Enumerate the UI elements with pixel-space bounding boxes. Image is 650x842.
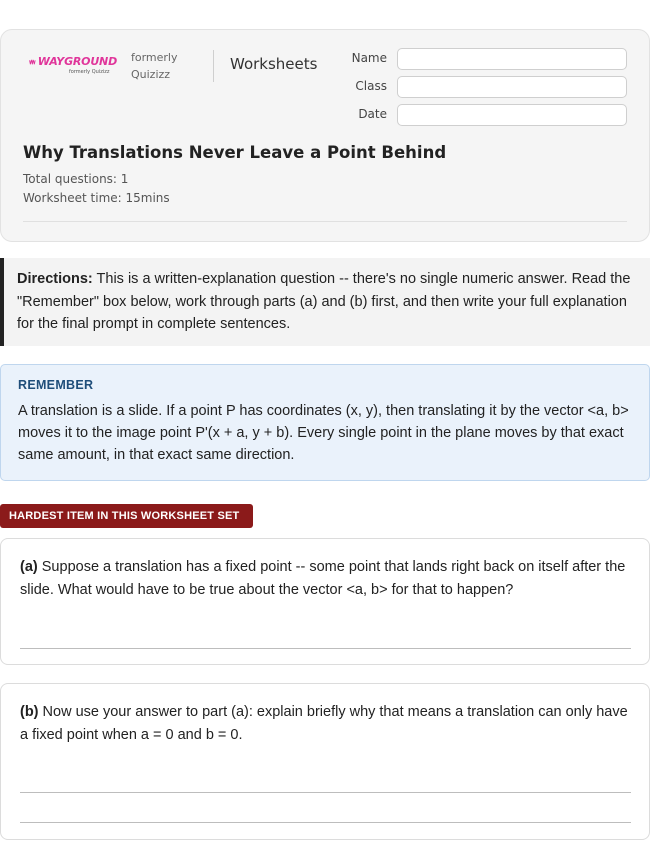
name-field[interactable] xyxy=(397,48,627,70)
remember-body: A translation is a slide. If a point P has coordinates (x, y), then translating it by the vector <a, b> moves it to the image point P'(x + a, y + b). Every single point in the plane moves by that exact same amount, in that exact same direction. xyxy=(18,403,629,463)
directions-label: Directions: xyxy=(17,271,93,287)
wayground-logo xyxy=(29,55,117,75)
question-b-text xyxy=(20,701,630,747)
section-title: Worksheets xyxy=(230,55,318,73)
formerly-quizizz xyxy=(131,49,178,83)
class-field[interactable] xyxy=(397,76,627,98)
date-label: Date xyxy=(358,107,387,121)
logo-subtext: formerly Quizizz xyxy=(69,69,110,75)
remember-title: REMEMBER xyxy=(18,378,94,392)
answer-line[interactable] xyxy=(20,792,631,793)
question-card-b xyxy=(0,683,650,840)
question-a-text xyxy=(20,556,630,602)
date-field[interactable] xyxy=(397,104,627,126)
difficulty-badge: HARDEST ITEM IN THIS WORKSHEET SET xyxy=(0,504,253,528)
quizizz-label: Quizizz xyxy=(131,68,171,81)
answer-line[interactable] xyxy=(20,648,631,649)
directions-box xyxy=(0,258,650,346)
remember-box xyxy=(0,364,650,481)
question-card-a xyxy=(0,538,650,665)
worksheet-time: Worksheet time: 15mins xyxy=(23,191,170,205)
question-a-prompt: Suppose a translation has a fixed point -- some point that lands right back on itself after the slide. What would have to be true about the vector <a, b> for that to happen? xyxy=(20,559,626,598)
answer-line[interactable] xyxy=(20,822,631,823)
header-divider xyxy=(213,50,214,82)
question-a-part: (a) xyxy=(20,559,38,575)
worksheet-title: Why Translations Never Leave a Point Behind xyxy=(23,143,447,162)
directions-text: This is a written-explanation question -- there's no single numeric answer. Read the "Remember" box below, work through parts (a) and (b) first, and then write your full explanation for the final prompt in complete sentences. xyxy=(17,271,631,332)
name-label: Name xyxy=(351,51,387,65)
question-b-prompt: Now use your answer to part (a): explain briefly why that means a translation can only have a fixed point when a = 0 and b = 0. xyxy=(20,704,628,743)
formerly-label: formerly xyxy=(131,51,178,64)
logo-wordmark: WAYGROUND xyxy=(37,55,117,68)
wayground-logo-icon xyxy=(29,57,36,67)
total-questions: Total questions: 1 xyxy=(23,172,129,186)
question-b-part: (b) xyxy=(20,704,39,720)
class-label: Class xyxy=(355,79,387,93)
header-bottom-divider xyxy=(23,221,627,222)
